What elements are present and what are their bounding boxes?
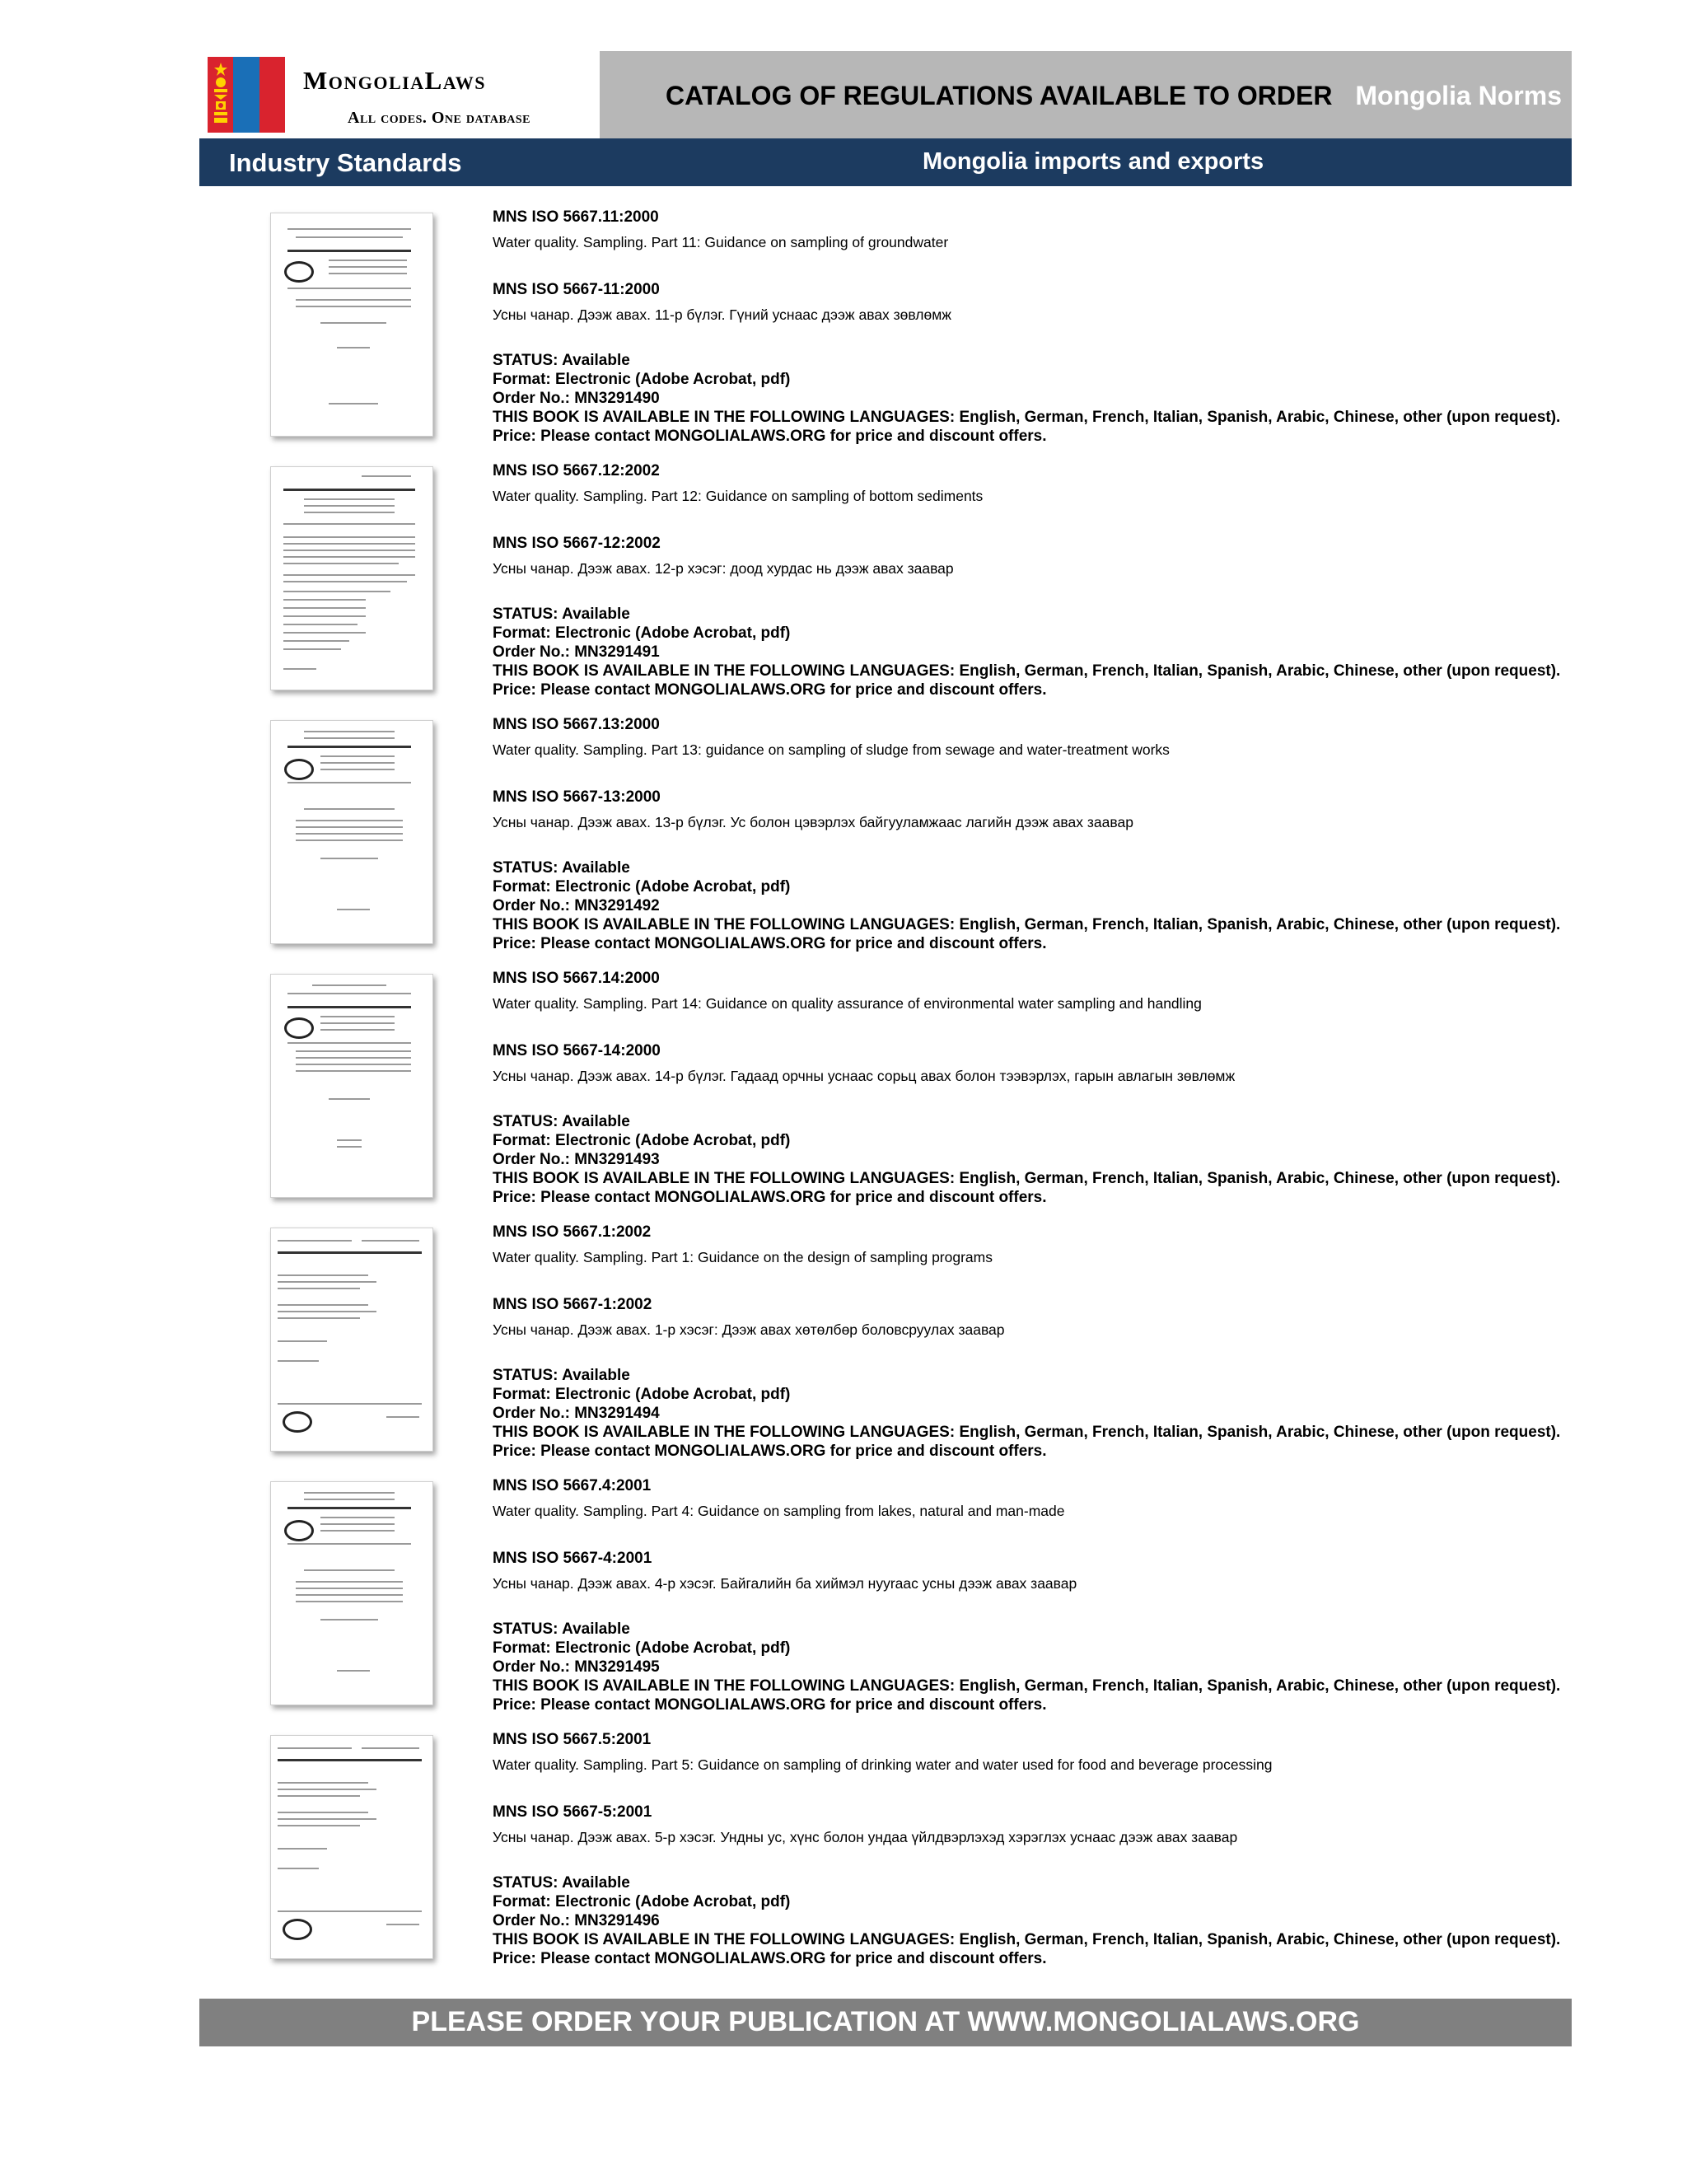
- standard-code-mn: MNS ISO 5667-12:2002: [493, 535, 661, 552]
- cover-text-line: [296, 1057, 411, 1059]
- standard-title-mn: Усны чанар. Дээж авах. 11-р бүлэг. Гүний уснаас дээж авах зөвлөмж: [493, 306, 951, 323]
- cover-text-line: [283, 536, 415, 538]
- catalog-entry[interactable]: [199, 1730, 1572, 1984]
- catalog-list: [199, 208, 1572, 1984]
- cover-text-line: [320, 1523, 395, 1525]
- languages-text: THIS BOOK IS AVAILABLE IN THE FOLLOWING LANGUAGES: English, German, French, Italian, Spanish, Arabic, Chinese, other (upon request).: [493, 1677, 1561, 1695]
- catalog-entry[interactable]: [199, 1476, 1572, 1730]
- order-number: Order No.: MN3291491: [493, 643, 660, 661]
- cover-text-line: [320, 322, 386, 324]
- spacer: [493, 832, 1563, 858]
- status-text: STATUS: Available: [493, 1874, 630, 1892]
- price-text: Price: Please contact MONGOLIALAWS.ORG for price and discount offers.: [493, 1443, 1047, 1460]
- cover-text-line: [304, 737, 395, 739]
- cover-text-line: [320, 769, 395, 770]
- cover-text-line: [278, 1317, 360, 1319]
- format-text: Format: Electronic (Adobe Acrobat, pdf): [493, 1386, 791, 1403]
- cover-text-line: [278, 1340, 327, 1342]
- standard-title-mn: Усны чанар. Дээж авах. 14-р бүлэг. Гадаад орчны уснаас сорьц авах болон тээвэрлэх, гарын авлагын зөвлөмж: [493, 1068, 1236, 1084]
- cover-text-line: [304, 731, 395, 732]
- standard-code-mn: MNS ISO 5667-11:2000: [493, 281, 660, 298]
- catalog-entry[interactable]: [199, 208, 1572, 461]
- section-subtitle: Mongolia imports and exports: [923, 148, 1264, 175]
- cover-text-line: [278, 1747, 352, 1749]
- standard-title-mn: Усны чанар. Дээж авах. 4-р хэсэг. Байгалийн ба хиймэл нууraас усны дээж авах заавар: [493, 1575, 1077, 1592]
- cover-text-line: [337, 347, 370, 348]
- cover-text-line: [320, 1530, 395, 1532]
- section-bar: [199, 138, 1572, 186]
- cover-text-line: [329, 273, 407, 274]
- entry-details: [493, 1730, 1563, 1968]
- cover-text-line: [283, 632, 366, 634]
- document-cover-thumbnail[interactable]: [270, 974, 433, 1198]
- standard-code-en: MNS ISO 5667.1:2002: [493, 1223, 652, 1241]
- price-text: Price: Please contact MONGOLIALAWS.ORG for price and discount offers.: [493, 1696, 1047, 1714]
- status-text: STATUS: Available: [493, 606, 630, 623]
- order-number: Order No.: MN3291492: [493, 897, 660, 914]
- cover-text-line: [337, 1146, 362, 1148]
- spacer: [493, 1013, 1563, 1041]
- cover-text-line: [278, 1274, 368, 1276]
- cover-text-line: [287, 1543, 411, 1545]
- soyombo-icon: [211, 62, 231, 126]
- spacer: [493, 1521, 1563, 1549]
- cover-text-line: [337, 1670, 370, 1672]
- spacer: [493, 1267, 1563, 1295]
- cover-text-line: [386, 1416, 419, 1418]
- format-text: Format: Electronic (Adobe Acrobat, pdf): [493, 878, 791, 896]
- entry-details: [493, 461, 1563, 699]
- cover-text-line: [278, 1789, 376, 1790]
- cover-text-line: [296, 1050, 411, 1052]
- cover-text-line: [320, 1022, 395, 1024]
- standard-emblem-icon: [283, 1411, 312, 1433]
- price-text: Price: Please contact MONGOLIALAWS.ORG for price and discount offers.: [493, 681, 1047, 699]
- cover-text-line: [278, 1868, 319, 1869]
- languages-text: THIS BOOK IS AVAILABLE IN THE FOLLOWING LANGUAGES: English, German, French, Italian, Spanish, Arabic, Chinese, other (upon request).: [493, 662, 1561, 680]
- cover-text-line: [283, 599, 366, 601]
- spacer: [493, 578, 1563, 605]
- cover-text-line: [320, 1517, 395, 1518]
- cover-text-line: [278, 1251, 422, 1254]
- cover-text-line: [296, 1601, 403, 1602]
- cover-text-line: [287, 228, 411, 230]
- cover-text-line: [278, 1311, 376, 1312]
- standard-title-en: Water quality. Sampling. Part 4: Guidance on sampling from lakes, natural and man-made: [493, 1503, 1065, 1519]
- cover-text-line: [278, 1360, 319, 1362]
- price-text: Price: Please contact MONGOLIALAWS.ORG for price and discount offers.: [493, 428, 1047, 445]
- cover-text-line: [283, 624, 357, 625]
- standard-emblem-icon: [284, 1520, 314, 1541]
- standard-code-en: MNS ISO 5667.13:2000: [493, 716, 660, 733]
- cover-text-line: [283, 550, 415, 551]
- cover-text-line: [278, 1304, 368, 1306]
- brand-name: MongoliaLaws: [303, 66, 486, 95]
- cover-text-line: [304, 1569, 395, 1571]
- document-cover-thumbnail[interactable]: [270, 1228, 433, 1452]
- status-text: STATUS: Available: [493, 1113, 630, 1130]
- cover-text-line: [320, 1619, 378, 1620]
- cover-text-line: [304, 1492, 395, 1494]
- cover-text-line: [278, 1848, 327, 1850]
- cover-text-line: [296, 826, 403, 828]
- cover-text-line: [329, 260, 407, 261]
- spacer: [493, 252, 1563, 280]
- entry-details: [493, 1223, 1563, 1461]
- spacer: [493, 1775, 1563, 1803]
- standard-emblem-icon: [284, 759, 314, 780]
- languages-text: THIS BOOK IS AVAILABLE IN THE FOLLOWING LANGUAGES: English, German, French, Italian, Spanish, Arabic, Chinese, other (upon request).: [493, 1170, 1561, 1187]
- cover-text-line: [278, 1281, 376, 1283]
- spacer: [493, 1340, 1563, 1366]
- cover-text-line: [304, 1499, 395, 1500]
- spacer: [493, 506, 1563, 534]
- cover-text-line: [287, 1042, 411, 1044]
- cover-text-line: [329, 266, 407, 268]
- format-text: Format: Electronic (Adobe Acrobat, pdf): [493, 1639, 791, 1657]
- catalog-entry[interactable]: [199, 461, 1572, 715]
- cover-text-line: [296, 833, 403, 835]
- cover-text-line: [283, 556, 415, 558]
- cover-text-line: [362, 475, 411, 477]
- format-text: Format: Electronic (Adobe Acrobat, pdf): [493, 1132, 791, 1149]
- cover-text-line: [312, 984, 386, 986]
- cover-text-line: [287, 250, 411, 252]
- status-text: STATUS: Available: [493, 1367, 630, 1384]
- standard-code-mn: MNS ISO 5667-14:2000: [493, 1042, 661, 1059]
- cover-text-line: [320, 1016, 395, 1017]
- order-number: Order No.: MN3291493: [493, 1151, 660, 1168]
- cover-text-line: [278, 1825, 360, 1826]
- order-number: Order No.: MN3291495: [493, 1658, 660, 1676]
- order-footer[interactable]: [199, 1999, 1572, 2046]
- cover-text-line: [278, 1812, 368, 1813]
- cover-text-line: [283, 615, 366, 617]
- standard-emblem-icon: [284, 261, 314, 283]
- cover-text-line: [362, 1747, 419, 1749]
- cover-text-line: [278, 1240, 352, 1242]
- cover-text-line: [287, 1006, 411, 1008]
- spacer: [493, 760, 1563, 788]
- cover-text-line: [296, 1594, 403, 1596]
- cover-text-line: [283, 668, 316, 670]
- entry-details: [493, 208, 1563, 446]
- standard-code-en: MNS ISO 5667.14:2000: [493, 970, 660, 987]
- standard-code-mn: MNS ISO 5667-5:2001: [493, 1803, 652, 1821]
- standard-code-en: MNS ISO 5667.12:2002: [493, 462, 660, 479]
- document-cover-thumbnail[interactable]: [270, 720, 433, 944]
- cover-text-line: [283, 489, 415, 491]
- cover-text-line: [296, 1064, 411, 1065]
- order-number: Order No.: MN3291490: [493, 390, 660, 407]
- cover-text-line: [320, 858, 378, 859]
- cover-text-line: [329, 1098, 370, 1100]
- cover-text-line: [362, 1240, 419, 1242]
- status-text: STATUS: Available: [493, 352, 630, 369]
- cover-text-line: [287, 1507, 411, 1509]
- page-header: [199, 51, 1572, 138]
- cover-text-line: [278, 1759, 422, 1761]
- spacer: [493, 1086, 1563, 1112]
- entry-details: [493, 969, 1563, 1207]
- cover-text-line: [283, 581, 407, 582]
- price-text: Price: Please contact MONGOLIALAWS.ORG for price and discount offers.: [493, 1189, 1047, 1206]
- document-cover-thumbnail[interactable]: [270, 466, 433, 690]
- cover-text-line: [329, 403, 378, 405]
- brand-tagline: All codes. One database: [348, 109, 531, 127]
- catalog-entry[interactable]: [199, 715, 1572, 969]
- entry-details: [493, 715, 1563, 953]
- standard-code-mn: MNS ISO 5667-4:2001: [493, 1550, 652, 1567]
- cover-text-line: [296, 839, 403, 841]
- cover-text-line: [337, 909, 370, 910]
- standard-code-en: MNS ISO 5667.11:2000: [493, 208, 659, 226]
- languages-text: THIS BOOK IS AVAILABLE IN THE FOLLOWING LANGUAGES: English, German, French, Italian, Spanish, Arabic, Chinese, other (upon request).: [493, 916, 1561, 933]
- mongolian-flag-icon: [208, 57, 285, 133]
- cover-text-line: [304, 808, 395, 810]
- cover-text-line: [304, 512, 395, 513]
- catalog-banner: [600, 51, 1572, 138]
- cover-text-line: [283, 574, 415, 576]
- cover-text-line: [287, 782, 411, 783]
- cover-text-line: [320, 762, 395, 764]
- document-cover-thumbnail[interactable]: [270, 1735, 433, 1959]
- standard-title-en: Water quality. Sampling. Part 13: guidance on sampling of sludge from sewage and water-treatment works: [493, 741, 1170, 758]
- cover-text-line: [320, 755, 395, 757]
- standard-emblem-icon: [284, 1017, 314, 1039]
- standard-code-en: MNS ISO 5667.5:2001: [493, 1731, 652, 1748]
- standard-title-mn: Усны чанар. Дээж авах. 13-р бүлэг. Ус болон цэвэрлэх байгууламжаас лагийн дээж авах заавар: [493, 814, 1133, 830]
- cover-text-line: [304, 505, 395, 507]
- status-text: STATUS: Available: [493, 859, 630, 877]
- cover-text-line: [386, 1924, 419, 1925]
- entry-details: [493, 1476, 1563, 1714]
- cover-text-line: [278, 1288, 360, 1289]
- standard-title-en: Water quality. Sampling. Part 5: Guidance on sampling of drinking water and water used for food and beverage processing: [493, 1756, 1273, 1773]
- standard-title-mn: Усны чанар. Дээж авах. 12-р хэсэг: доод хурдас нь дээж авах заавар: [493, 560, 954, 577]
- languages-text: THIS BOOK IS AVAILABLE IN THE FOLLOWING LANGUAGES: English, German, French, Italian, Spanish, Arabic, Chinese, other (upon request).: [493, 1931, 1561, 1948]
- languages-text: THIS BOOK IS AVAILABLE IN THE FOLLOWING LANGUAGES: English, German, French, Italian, Spanish, Arabic, Chinese, other (upon request).: [493, 1424, 1561, 1441]
- cover-text-line: [287, 288, 411, 289]
- cover-text-line: [296, 306, 411, 307]
- standard-title-mn: Усны чанар. Дээж авах. 5-р хэсэг. Ундны ус, хүнс болон ундаа үйлдвэрлэхэд хэрэглэх уснаас дээж авах заавар: [493, 1829, 1238, 1845]
- cover-text-line: [278, 1818, 376, 1820]
- standard-code-mn: MNS ISO 5667-13:2000: [493, 788, 661, 806]
- spacer: [493, 1847, 1563, 1873]
- format-text: Format: Electronic (Adobe Acrobat, pdf): [493, 624, 791, 642]
- spacer: [493, 1593, 1563, 1620]
- standard-code-en: MNS ISO 5667.4:2001: [493, 1477, 652, 1494]
- cover-text-line: [283, 648, 341, 650]
- document-cover-thumbnail[interactable]: [270, 1481, 433, 1705]
- standard-title-mn: Усны чанар. Дээж авах. 1-р хэсэг: Дээж авах хөтөлбөр боловсруулах заавар: [493, 1321, 1005, 1338]
- cover-text-line: [283, 591, 390, 592]
- order-number: Order No.: MN3291496: [493, 1912, 660, 1929]
- country-tag: Mongolia Norms: [1355, 81, 1562, 110]
- cover-text-line: [296, 1588, 403, 1589]
- cover-text-line: [283, 523, 415, 525]
- format-text: Format: Electronic (Adobe Acrobat, pdf): [493, 1893, 791, 1910]
- logo-block[interactable]: [199, 51, 600, 138]
- price-text: Price: Please contact MONGOLIALAWS.ORG for price and discount offers.: [493, 935, 1047, 952]
- languages-text: THIS BOOK IS AVAILABLE IN THE FOLLOWING LANGUAGES: English, German, French, Italian, Spanish, Arabic, Chinese, other (upon request).: [493, 409, 1561, 426]
- standard-title-en: Water quality. Sampling. Part 1: Guidance on the design of sampling programs: [493, 1249, 993, 1265]
- cover-text-line: [296, 820, 403, 821]
- footer-text: PLEASE ORDER YOUR PUBLICATION AT WWW.MONGOLIALAWS.ORG: [411, 2006, 1360, 2037]
- catalog-entry[interactable]: [199, 969, 1572, 1223]
- price-text: Price: Please contact MONGOLIALAWS.ORG for price and discount offers.: [493, 1950, 1047, 1967]
- document-cover-thumbnail[interactable]: [270, 213, 433, 437]
- cover-text-line: [337, 1139, 362, 1141]
- standard-code-mn: MNS ISO 5667-1:2002: [493, 1296, 652, 1313]
- standard-title-en: Water quality. Sampling. Part 14: Guidance on quality assurance of environmental water sampling and handling: [493, 995, 1202, 1012]
- standard-emblem-icon: [283, 1919, 312, 1940]
- cover-text-line: [296, 1581, 403, 1583]
- standard-title-en: Water quality. Sampling. Part 11: Guidance on sampling of groundwater: [493, 234, 949, 250]
- cover-text-line: [296, 299, 411, 301]
- cover-text-line: [283, 607, 366, 609]
- cover-text-line: [304, 498, 395, 500]
- cover-text-line: [283, 640, 349, 642]
- spacer: [493, 325, 1563, 351]
- cover-text-line: [320, 1029, 395, 1031]
- catalog-title: CATALOG OF REGULATIONS AVAILABLE TO ORDER: [666, 81, 1333, 110]
- catalog-entry[interactable]: [199, 1223, 1572, 1476]
- format-text: Format: Electronic (Adobe Acrobat, pdf): [493, 371, 791, 388]
- cover-text-line: [278, 1782, 368, 1784]
- cover-text-line: [287, 746, 411, 748]
- cover-text-line: [283, 543, 415, 545]
- cover-text-line: [296, 1070, 411, 1072]
- status-text: STATUS: Available: [493, 1620, 630, 1638]
- cover-text-line: [283, 563, 399, 564]
- cover-text-line: [278, 1795, 360, 1797]
- cover-text-line: [287, 993, 411, 994]
- section-title: Industry Standards: [229, 148, 462, 177]
- standard-title-en: Water quality. Sampling. Part 12: Guidance on sampling of bottom sediments: [493, 488, 984, 504]
- order-number: Order No.: MN3291494: [493, 1405, 660, 1422]
- cover-text-line: [278, 1403, 422, 1405]
- cover-text-line: [278, 1910, 422, 1912]
- cover-text-line: [296, 236, 403, 238]
